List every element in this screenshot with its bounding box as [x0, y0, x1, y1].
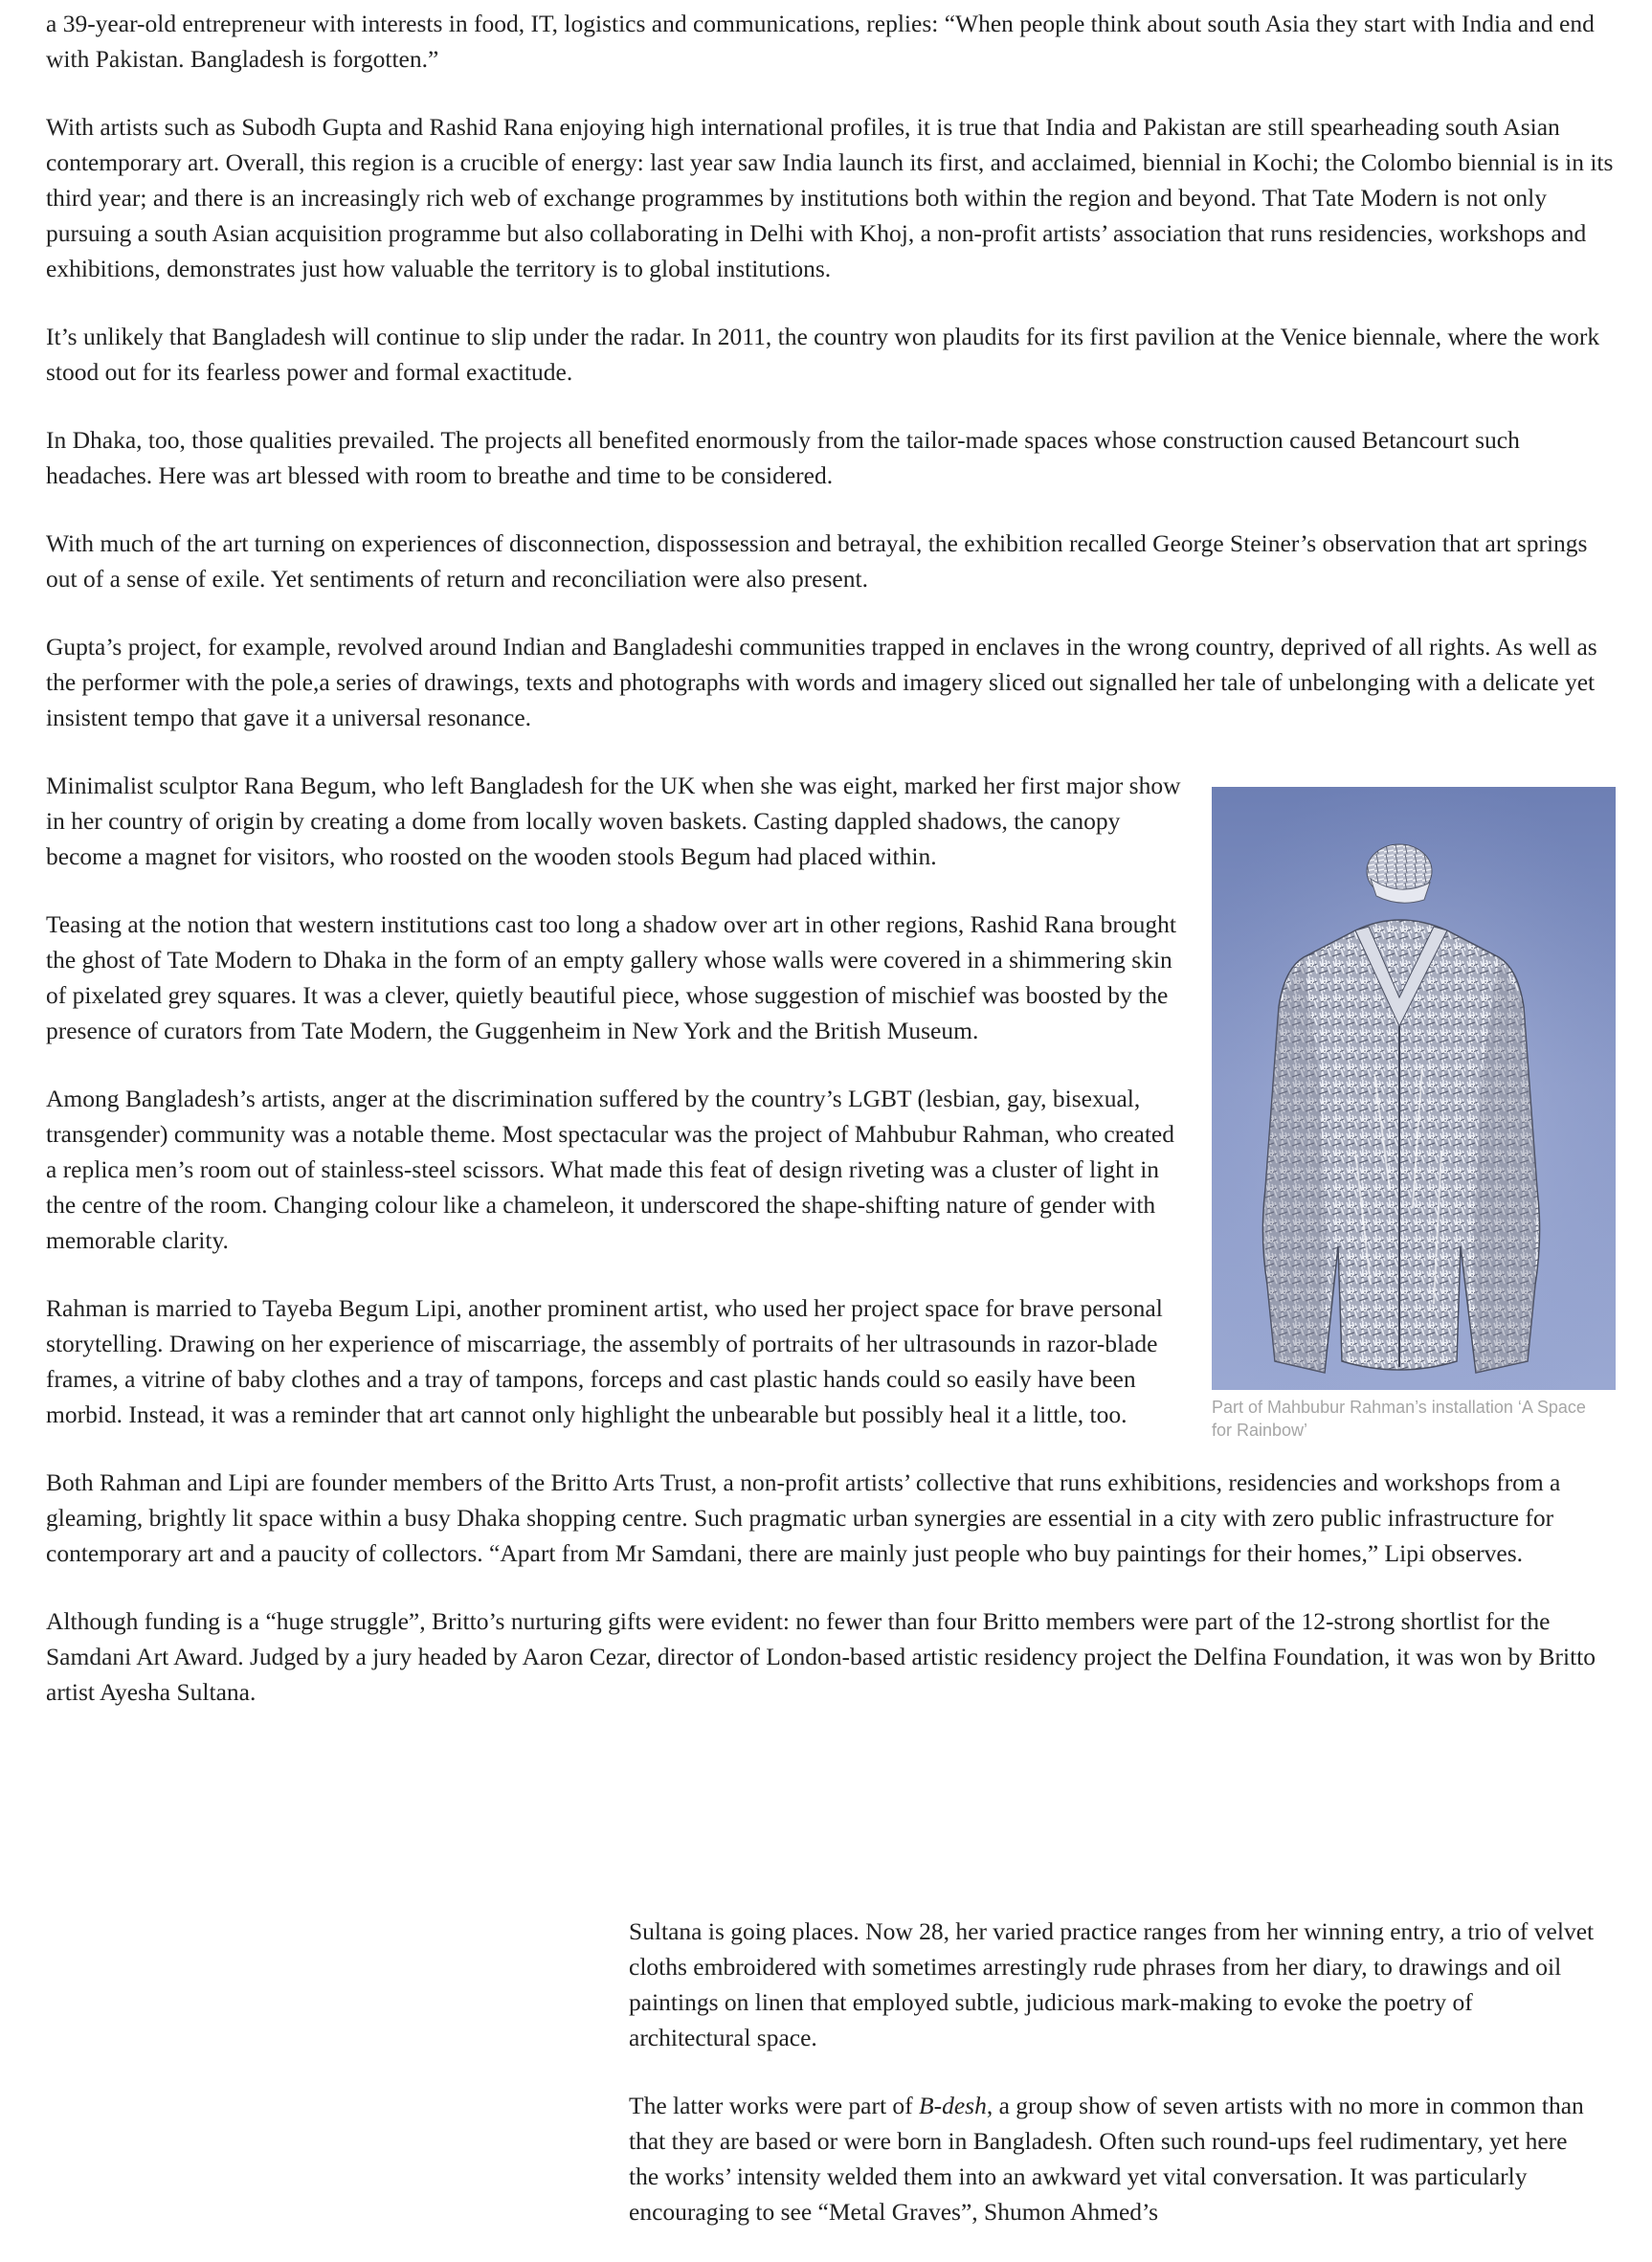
paragraph-2: With artists such as Subodh Gupta and Rashid Rana enjoying high international profiles, it is true that India and Pakistan are still spearheading south Asian contemporary art. Overall, this region is a crucible of energy: last year saw India launch its first, and acclaimed, biennial in Kochi; the Colombo biennial is in its third year; and there is an increasingly rich web of exchange programmes by institutions both within the region and beyond. That Tate Modern is not only pursuing a south Asian acquisition programme but also collaborating in Delhi with Khoj, a non-profit artists’ association that runs residencies, workshops and exhibitions, demonstrates just how valuable the territory is to global institutions. [46, 113, 1614, 282]
paragraph-6: Gupta’s project, for example, revolved around Indian and Bangladeshi communities trapped in enclaves in the wrong country, deprived of all rights. As well as the performer with the pole,a series of drawings, texts and photographs with words and imagery sliced out signalled her tale of unbelonging with a delicate yet insistent tempo that gave it a universal resonance. [46, 633, 1597, 731]
paragraph-5: With much of the art turning on experiences of disconnection, dispossession and betrayal, the exhibition recalled George Steiner’s observation that art springs out of a sense of exile. Yet sentiments of return and reconciliation were also present. [46, 529, 1588, 593]
paragraph-11: Both Rahman and Lipi are founder members of the Britto Arts Trust, a non-profit artists’ collective that runs exhibitions, residencies and workshops from a gleaming, brightly lit space within a busy Dhaka shopping centre. Such pragmatic urban synergies are essential in a city with zero public infrastructure for contemporary art and a paucity of collectors. “Apart from Mr Samdani, there are mainly just people who buy paintings for their homes,” Lipi observes. [46, 1468, 1561, 1567]
paragraph-3: It’s unlikely that Bangladesh will continue to slip under the radar. In 2011, the country won plaudits for its first pavilion at the Venice biennale, where the work stood out for its fearless power and formal exactitude. [46, 323, 1600, 386]
scissor-jacket-photo [1212, 787, 1616, 1390]
article-body [46, 0, 1616, 1742]
indented-column [629, 1914, 1596, 2262]
show-title-italic: B-desh [919, 2092, 987, 2119]
indented-text-before: The latter works were part of [629, 2092, 920, 2119]
article-figure [1212, 787, 1616, 1442]
paragraph-8: Teasing at the notion that western institutions cast too long a shadow over art in other regions, Rashid Rana brought the ghost of Tate Modern to Dhaka in the form of an empty gallery whose walls were covered in a shimmering skin of pixelated grey squares. It was a clever, quietly beautiful piece, whose suggestion of mischief was boosted by the presence of curators from Tate Modern, the Guggenheim in New York and the British Museum. [46, 910, 1176, 1044]
indented-text-after: , a group show of seven artists with no more in common than that they are based or were born in Bangladesh. Often such round-ups feel rudimentary, yet here the works’ intensity welded them into an awkward yet vital conversation. It was particularly encouraging to see “Metal Graves”, Shumon Ahmed’s [629, 2092, 1584, 2226]
paragraph-7: Minimalist sculptor Rana Begum, who left Bangladesh for the UK when she was eight, marked her first major show in her country of origin by creating a dome from locally woven baskets. Casting dappled shadows, the canopy become a magnet for visitors, who roosted on the wooden stools Begum had placed within. [46, 772, 1181, 870]
paragraph-4: In Dhaka, too, those qualities prevailed. The projects all benefited enormously from the tailor-made spaces whose construction caused Betancourt such headaches. Here was art blessed with room to breathe and time to be considered. [46, 426, 1520, 489]
indented-paragraph-1: Sultana is going places. Now 28, her varied practice ranges from her winning entry, a trio of velvet cloths embroidered with sometimes arrestingly rude phrases from her diary, to drawings and oil paintings on linen that employed subtle, judicious mark-making to evoke the poetry of architectural space. [629, 1917, 1595, 2051]
figure-caption: Part of Mahbubur Rahman’s installation ‘A Space for Rainbow’ [1212, 1398, 1586, 1440]
paragraph-12: Although funding is a “huge struggle”, Britto’s nurturing gifts were evident: no fewer than four Britto members were part of the 12-strong shortlist for the Samdani Art Award. Judged by a jury headed by Aaron Cezar, director of London-based artistic residency project the Delfina Foundation, it was won by Britto artist Ayesha Sultana. [46, 1607, 1596, 1706]
paragraph-10: Rahman is married to Tayeba Begum Lipi, another prominent artist, who used her project space for brave personal storytelling. Drawing on her experience of miscarriage, the assembly of portraits of her ultrasounds in razor-blade frames, a vitrine of baby clothes and a tray of tampons, forceps and cast plastic hands could so easily have been morbid. Instead, it was a reminder that art cannot only highlight the unbearable but possibly heal it a little, too. [46, 1294, 1163, 1428]
paragraph-1: a 39-year-old entrepreneur with interests in food, IT, logistics and communications, replies: “When people think about south Asia they start with India and end with Pakistan. Bangladesh is forgotten.” [46, 10, 1595, 73]
indented-paragraph-2 [629, 2088, 1596, 2229]
paragraph-9: Among Bangladesh’s artists, anger at the discrimination suffered by the country’s LGBT (lesbian, gay, bisexual, transgender) community was a notable theme. Most spectacular was the project of Mahbubur Rahman, who created a replica men’s room out of stainless-steel scissors. What made this feat of design riveting was a cluster of light in the centre of the room. Changing colour like a chameleon, it underscored the shape-shifting nature of gender with memorable clarity. [46, 1085, 1174, 1254]
